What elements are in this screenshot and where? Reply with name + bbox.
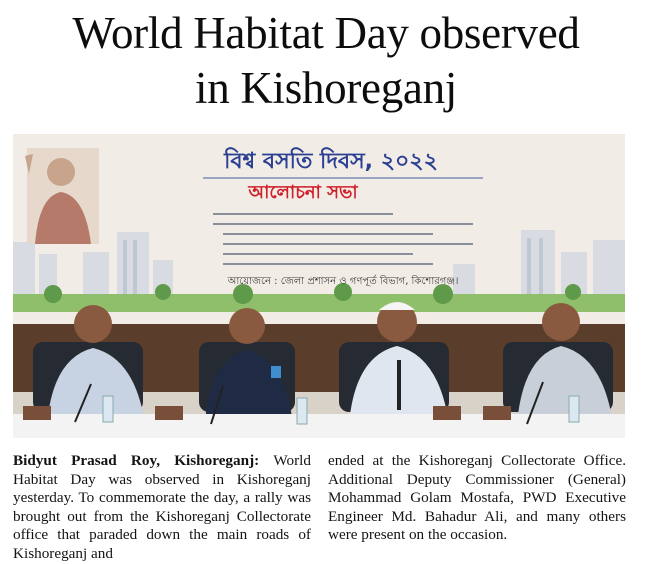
banner-subtitle: আলোচনা সভা	[248, 182, 358, 203]
article-column-2	[328, 452, 626, 545]
article-body-part-2: ended at the Kishoreganj Collectorate Office. Additional Deputy Commissioner (General) Mohammad Golam Mostafa, PWD Executive Engineer Md. Bahadur Ali, and many others were present on the occasion.	[328, 452, 626, 544]
banner-footer: আয়োজনে : জেলা প্রশাসন ও গণপূর্ত বিভাগ, কিশোরগঞ্জ।	[227, 276, 459, 287]
article-column-1	[13, 452, 311, 564]
headline	[0, 6, 652, 116]
photo-illustration	[13, 134, 625, 438]
byline: Bidyut Prasad Roy, Kishoreganj:	[13, 452, 274, 469]
headline-line-1: World Habitat Day observed	[72, 8, 580, 58]
news-photo	[13, 134, 625, 438]
headline-line-2: in Kishoreganj	[195, 63, 457, 113]
banner-portrait	[25, 148, 99, 244]
banner-title: বিশ্ব বসতি দিবস, ২০২২	[224, 149, 438, 174]
article-body-part-1: World Habitat Day was observed in Kishoreganj yesterday. To commemorate the day, a rally was brought out from the Kishoreganj Collectorate office that paraded down the main roads of Kishoreganj and	[13, 452, 311, 562]
